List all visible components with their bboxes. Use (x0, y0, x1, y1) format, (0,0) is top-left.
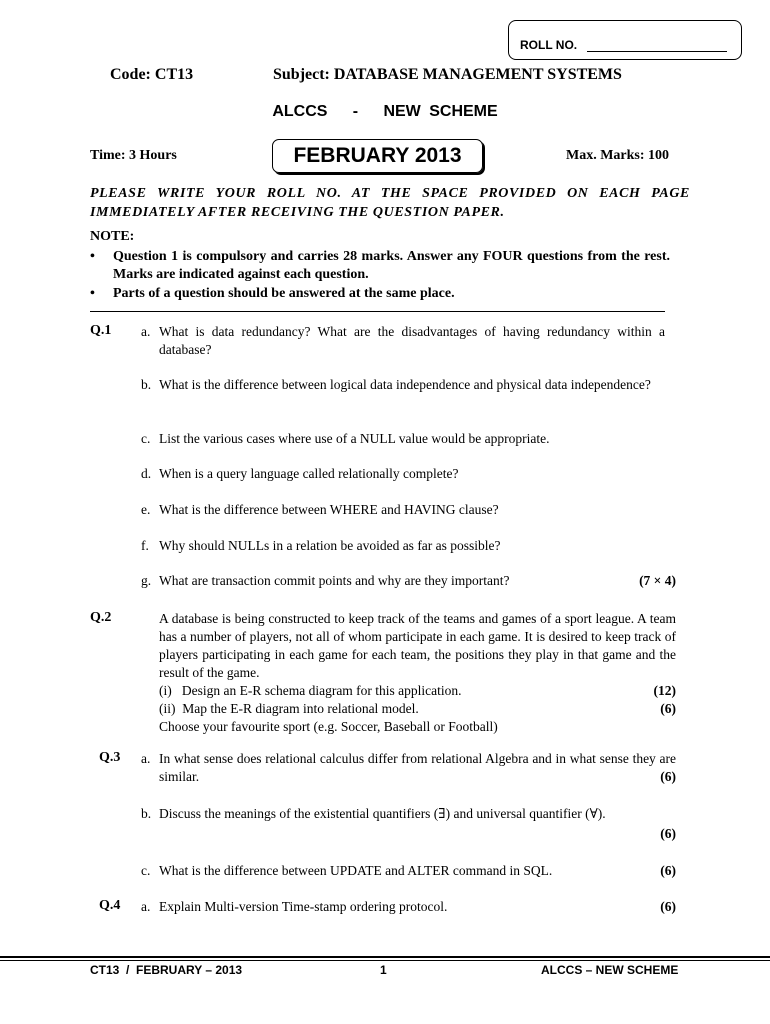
roll-number-label: ROLL NO. (520, 38, 578, 52)
item-marks: (6) (660, 899, 676, 914)
footer-rule (0, 960, 770, 961)
item-text: Explain Multi-version Time-stamp ordering protocol. (159, 899, 448, 914)
bullet-icon: • (90, 249, 95, 264)
item-text: List the various cases where use of a NULL value would be appropriate. (159, 431, 550, 446)
footer-left: CT13 / FEBRUARY – 2013 (90, 963, 243, 977)
item-letter: a. (141, 899, 151, 914)
exam-time: Time: 3 Hours (90, 148, 177, 163)
item-letter: c. (141, 431, 151, 446)
q2-body (159, 610, 676, 736)
item-letter: g. (141, 573, 152, 588)
q1-item-c (141, 430, 665, 448)
q1-item-d (141, 465, 665, 483)
exam-month-box: FEBRUARY 2013 (272, 139, 483, 173)
scheme-title: ALCCS - NEW SCHEME (272, 103, 498, 120)
divider (90, 311, 665, 312)
part-text: (ii) Map the E-R diagram into relational model. (159, 701, 419, 716)
item-text: When is a query language called relationally complete? (159, 466, 459, 481)
item-letter: b. (141, 806, 152, 821)
item-marks: (6) (660, 826, 676, 841)
q1-label: Q.1 (90, 323, 112, 338)
note-list (90, 248, 670, 304)
item-marks: (6) (660, 863, 676, 878)
note-item-text: Question 1 is compulsory and carries 28 marks. Answer any FOUR questions from the rest. Marks are indicated against each question. (113, 249, 670, 282)
item-text: What is the difference between logical data independence and physical data independence? (159, 377, 651, 392)
part-marks: (6) (660, 701, 676, 716)
item-letter: b. (141, 377, 152, 392)
roll-number-box (508, 20, 742, 60)
q4-label: Q.4 (99, 898, 121, 913)
item-text: What is data redundancy? What are the disadvantages of having redundancy within a database? (159, 324, 665, 357)
footer-rule (0, 956, 770, 958)
part-marks: (12) (653, 683, 676, 698)
max-marks: Max. Marks: 100 (566, 148, 670, 163)
note-title: NOTE: (90, 229, 135, 244)
paper-code: Code: CT13 (110, 66, 194, 83)
footer-right: ALCCS – NEW SCHEME (541, 963, 679, 977)
item-letter: c. (141, 863, 151, 878)
roll-instructions: PLEASE WRITE YOUR ROLL NO. AT THE SPACE PROVIDED ON EACH PAGE IMMEDIATELY AFTER RECEIVING THE QUESTION PAPER. (90, 186, 690, 220)
q3-item-b (141, 805, 676, 841)
note-item (90, 248, 670, 284)
q2-part-ii (159, 700, 676, 718)
bullet-icon: • (90, 286, 95, 301)
item-marks: (6) (660, 769, 676, 784)
note-item-text: Parts of a question should be answered at the same place. (113, 286, 455, 301)
item-text: What are transaction commit points and why are they important? (159, 573, 510, 588)
item-letter: a. (141, 751, 151, 766)
q3-label: Q.3 (99, 750, 121, 765)
part-text: (i) Design an E-R schema diagram for this application. (159, 683, 462, 698)
q2-closing: Choose your favourite sport (e.g. Soccer, Baseball or Football) (159, 719, 498, 734)
item-letter: e. (141, 502, 151, 517)
paper-subject: Subject: DATABASE MANAGEMENT SYSTEMS (273, 66, 622, 83)
q1-item-e (141, 501, 665, 519)
q2-label: Q.2 (90, 610, 112, 625)
q1-item-a (141, 323, 665, 359)
q1-item-g (141, 572, 676, 590)
page-number: 1 (380, 963, 387, 977)
item-letter: d. (141, 466, 152, 481)
item-text: Why should NULLs in a relation be avoided as far as possible? (159, 538, 501, 553)
item-text: What is the difference between WHERE and HAVING clause? (159, 502, 499, 517)
q2-paragraph: A database is being constructed to keep track of the teams and games of a sport league. A team has a number of players, not all of whom participate in each game. It is desired to keep track of players participating in each game for each team, the positions they play in that game and the result of the game. (159, 611, 676, 680)
q3-item-c (141, 862, 676, 880)
item-letter: f. (141, 538, 149, 553)
q2-part-i (159, 682, 676, 700)
item-text: In what sense does relational calculus differ from relational Algebra and in what sense they are similar. (159, 751, 676, 784)
q1-marks: (7 × 4) (639, 573, 676, 588)
item-letter: a. (141, 324, 151, 339)
note-item (90, 285, 670, 303)
item-text: What is the difference between UPDATE and ALTER command in SQL. (159, 863, 553, 878)
item-text: Discuss the meanings of the existential quantifiers (∃) and universal quantifier (∀). (159, 806, 606, 821)
q4-item-a (141, 898, 676, 916)
q1-item-b (141, 376, 665, 394)
q1-item-f (141, 537, 665, 555)
q3-item-a (141, 750, 676, 786)
roll-number-blank (587, 51, 727, 52)
